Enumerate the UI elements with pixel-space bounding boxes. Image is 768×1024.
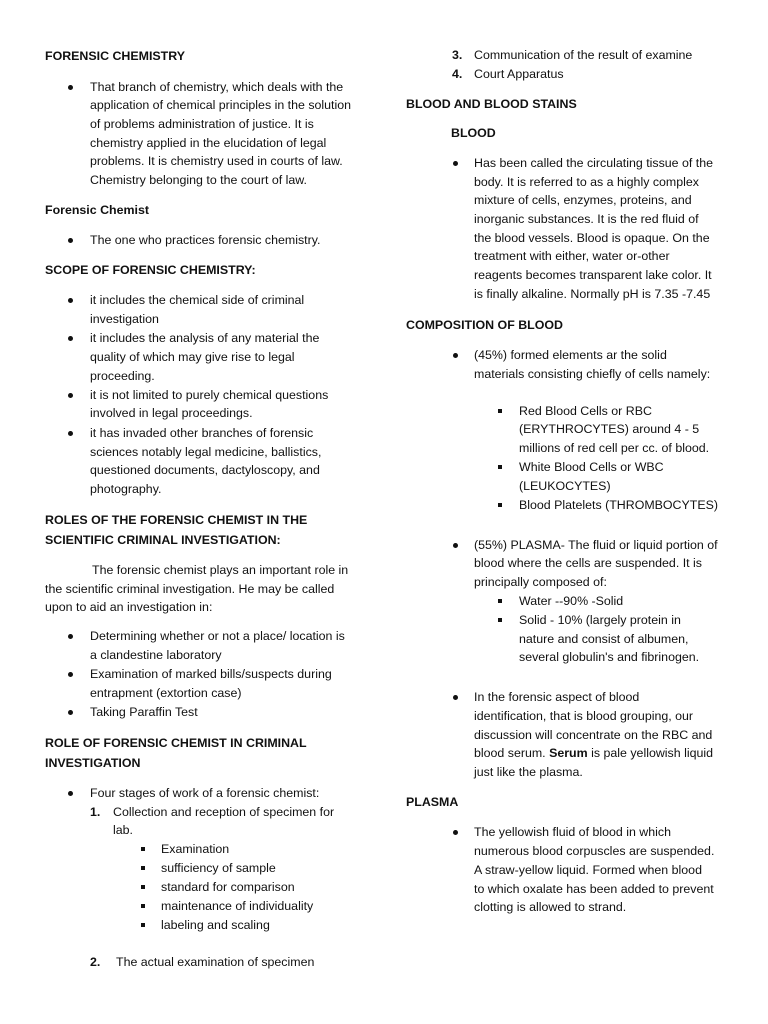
bullet-icon [453, 830, 458, 835]
square-bullet-icon [141, 923, 145, 927]
paragraph-line: reagents becomes transparent lake color. It [474, 268, 712, 282]
section-heading: FORENSIC CHEMISTRY [45, 49, 185, 63]
paragraph-line: numerous blood corpuscles are suspended. [474, 844, 715, 858]
definition-line: problems. It is chemistry used in courts of law. [90, 154, 343, 168]
definition-line: chemistry applied in the elucidation of legal [90, 136, 327, 150]
paragraph-line: The forensic chemist plays an important role in [92, 563, 349, 577]
section-heading: BLOOD AND BLOOD STAINS [406, 97, 577, 111]
list-item-line: proceeding. [90, 369, 155, 383]
paragraph-line [474, 744, 713, 762]
subheading: Forensic Chemist [45, 203, 149, 217]
list-item-line: sciences notably legal medicine, ballistics, [90, 445, 322, 459]
paragraph-line: A straw-yellow liquid. Formed when blood [474, 863, 702, 877]
paragraph-line: principally composed of: [474, 575, 607, 589]
bullet-icon [453, 543, 458, 548]
bullet-icon [68, 791, 73, 796]
sub-item: Solid - 10% (largely protein in [519, 613, 681, 627]
sub-item: Blood Platelets (THROMBOCYTES) [519, 498, 718, 512]
paragraph-line: (45%) formed elements ar the solid [474, 348, 667, 362]
square-bullet-icon [141, 866, 145, 870]
section-heading: ROLE OF FORENSIC CHEMIST IN CRIMINAL [45, 736, 307, 750]
list-item-line: quality of which may give rise to legal [90, 350, 295, 364]
bullet-icon [453, 695, 458, 700]
square-bullet-icon [498, 409, 502, 413]
paragraph-line: treatment with either, water or-other [474, 249, 670, 263]
definition-line: application of chemical principles in the solution [90, 98, 352, 112]
square-bullet-icon [141, 904, 145, 908]
bullet-icon [453, 161, 458, 166]
paragraph-line: the scientific criminal investigation. He may be called [45, 582, 335, 596]
bullet-icon [68, 336, 73, 341]
sub-item: nature and consist of albumen, [519, 632, 689, 646]
definition-line: The one who practices forensic chemistry. [90, 233, 321, 247]
paragraph-line: identification, that is blood grouping, our [474, 709, 694, 723]
sub-item: Examination [161, 842, 230, 856]
square-bullet-icon [498, 465, 502, 469]
paragraph-line: the blood vessels. Blood is opaque. On the [474, 231, 710, 245]
paragraph-line: inorganic substances. It is the red fluid of [474, 212, 699, 226]
list-number: 4. [452, 67, 463, 81]
sub-item: (ERYTHROCYTES) around 4 - 5 [519, 422, 700, 436]
list-item-line: it is not limited to purely chemical questions [90, 388, 329, 402]
bullet-icon [68, 672, 73, 677]
section-heading: SCIENTIFIC CRIMINAL INVESTIGATION: [45, 533, 281, 547]
section-heading: INVESTIGATION [45, 756, 141, 770]
text-span: blood serum. [474, 746, 550, 760]
list-item-line: photography. [90, 482, 162, 496]
list-item-line: The actual examination of specimen [116, 955, 315, 969]
list-number: 1. [90, 805, 101, 819]
bullet-icon [68, 298, 73, 303]
bullet-icon [453, 353, 458, 358]
sub-item: labeling and scaling [161, 918, 270, 932]
square-bullet-icon [141, 847, 145, 851]
paragraph-line: (55%) PLASMA- The fluid or liquid portion of [474, 538, 718, 552]
definition-line: Chemistry belonging to the court of law. [90, 173, 307, 187]
section-heading: COMPOSITION OF BLOOD [406, 318, 563, 332]
sub-item: (LEUKOCYTES) [519, 479, 611, 493]
list-item-line: Communication of the result of examine [474, 48, 693, 62]
list-number: 2. [90, 955, 101, 969]
paragraph-line: to which oxalate has been added to prevent [474, 882, 714, 896]
list-item-line: Examination of marked bills/suspects during [90, 667, 332, 681]
paragraph-line: Has been called the circulating tissue of the [474, 156, 714, 170]
sub-item: millions of red cell per cc. of blood. [519, 441, 710, 455]
paragraph-line: discussion will concentrate on the RBC and [474, 728, 713, 742]
square-bullet-icon [498, 618, 502, 622]
bullet-icon [68, 85, 73, 90]
bullet-icon [68, 710, 73, 715]
paragraph-line: just like the plasma. [474, 765, 583, 779]
sub-item: White Blood Cells or WBC [519, 460, 664, 474]
subheading: BLOOD [451, 126, 496, 140]
sub-item: Water --90% -Solid [519, 594, 624, 608]
text-span: is pale yellowish liquid [587, 746, 714, 760]
paragraph-line: mixture of cells, enzymes, proteins, and [474, 193, 692, 207]
paragraph-line: upon to aid an investigation in: [45, 600, 213, 614]
list-item-line: involved in legal proceedings. [90, 406, 253, 420]
sub-item: Red Blood Cells or RBC [519, 404, 652, 418]
paragraph-line: In the forensic aspect of blood [474, 690, 640, 704]
list-item-line: it includes the chemical side of criminal [90, 293, 305, 307]
list-item-line: Determining whether or not a place/ location is [90, 629, 345, 643]
list-item-line: it has invaded other branches of forensic [90, 426, 314, 440]
list-item-line: Four stages of work of a forensic chemist: [90, 786, 320, 800]
bullet-icon [68, 238, 73, 243]
list-item-line: entrapment (extortion case) [90, 686, 242, 700]
paragraph-line: clotting is allowed to strand. [474, 900, 627, 914]
paragraph-line: is finally alkaline. Normally pH is 7.35 -7.45 [474, 287, 711, 301]
paragraph-line: The yellowish fluid of blood in which [474, 825, 671, 839]
list-item-line: a clandestine laboratory [90, 648, 222, 662]
bold-term: Serum [549, 746, 588, 760]
bullet-icon [68, 393, 73, 398]
paragraph-line: blood where the cells are suspended. It is [474, 556, 702, 570]
list-item-line: questioned documents, dactyloscopy, and [90, 463, 320, 477]
list-item-line: it includes the analysis of any material the [90, 331, 320, 345]
section-heading: SCOPE OF FORENSIC CHEMISTRY: [45, 263, 256, 277]
list-number: 3. [452, 48, 463, 62]
sub-item: sufficiency of sample [161, 861, 276, 875]
section-heading: ROLES OF THE FORENSIC CHEMIST IN THE [45, 513, 308, 527]
list-item-line: lab. [113, 823, 133, 837]
square-bullet-icon [498, 599, 502, 603]
bullet-icon [68, 634, 73, 639]
sub-item: several globulin's and fibrinogen. [519, 650, 700, 664]
sub-item: standard for comparison [161, 880, 295, 894]
bullet-icon [68, 431, 73, 436]
definition-line: That branch of chemistry, which deals with the [90, 80, 344, 94]
list-item-line: investigation [90, 312, 159, 326]
section-heading: PLASMA [406, 795, 459, 809]
square-bullet-icon [498, 503, 502, 507]
sub-item: maintenance of individuality [161, 899, 314, 913]
paragraph-line: materials consisting chiefly of cells namely: [474, 367, 711, 381]
square-bullet-icon [141, 885, 145, 889]
paragraph-line: body. It is referred to as a highly complex [474, 175, 699, 189]
list-item-line: Collection and reception of specimen for [113, 805, 335, 819]
list-item-line: Taking Paraffin Test [90, 705, 198, 719]
list-item-line: Court Apparatus [474, 67, 564, 81]
definition-line: of problems administration of justice. It is [90, 117, 314, 131]
